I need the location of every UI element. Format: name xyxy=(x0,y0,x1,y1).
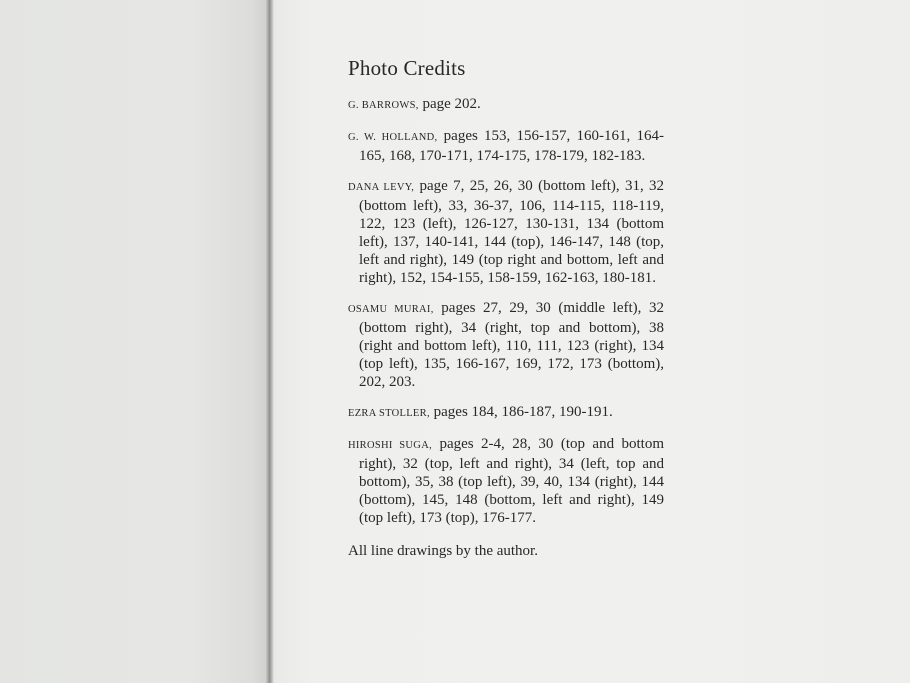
photographer-name: HIROSHI SUGA, xyxy=(348,440,433,451)
left-page xyxy=(0,0,268,683)
credit-entry xyxy=(348,435,664,527)
credit-entry xyxy=(348,299,664,391)
credit-pages: pages 153, 156-157, 160-161, 164-165, 168, 170-171, 174-175, 178-179, 182-183. xyxy=(359,128,665,164)
photographer-name: G. W. HOLLAND, xyxy=(348,132,438,143)
photographer-name: EZRA STOLLER, xyxy=(348,408,430,419)
credit-pages: pages 27, 29, 30 (middle left), 32 (bottom right), 34 (right, top and bottom), 38 (right and bottom left), 110, 111, 123 (right), 134 (top left), 135, 166-167, 169, 172, 173 (bottom), 202, 203. xyxy=(359,300,665,390)
credit-pages: page 202. xyxy=(422,96,481,112)
credit-pages: pages 2-4, 28, 30 (top and bottom right), 32 (top, left and right), 34 (left, top and bottom), 35, 38 (top left), 39, 40, 134 (right), 144 (bottom), 145, 148 (bottom, left and right), 149 (top left), 173 (top), 176-177. xyxy=(359,436,665,526)
page-title: Photo Credits xyxy=(348,56,466,80)
credit-pages: pages 184, 186-187, 190-191. xyxy=(433,404,613,420)
credit-entry xyxy=(348,95,664,115)
credit-entry xyxy=(348,403,664,423)
photographer-name: OSAMU MURAI, xyxy=(348,304,434,315)
book-gutter xyxy=(266,0,274,683)
photographer-name: DANA LEVY, xyxy=(348,182,415,193)
credit-pages: page 7, 25, 26, 30 (bottom left), 31, 32 (bottom left), 33, 36-37, 106, 114-115, 118-119, 122, 123 (left), 126-127, 130-131, 134 (bottom left), 137, 140-141, 144 (top), 146-147, 148 (top, left and right), 149 (top right and bottom, left and right), 152, 154-155, 158-159, 162-163, 180-181. xyxy=(359,178,664,286)
credit-entry xyxy=(348,127,664,165)
line-drawings-credit: All line drawings by the author. xyxy=(348,543,538,559)
right-page xyxy=(274,0,910,683)
photographer-name: G. BARROWS, xyxy=(348,100,419,111)
photo-credits-section xyxy=(348,56,664,575)
credit-entry xyxy=(348,177,664,287)
